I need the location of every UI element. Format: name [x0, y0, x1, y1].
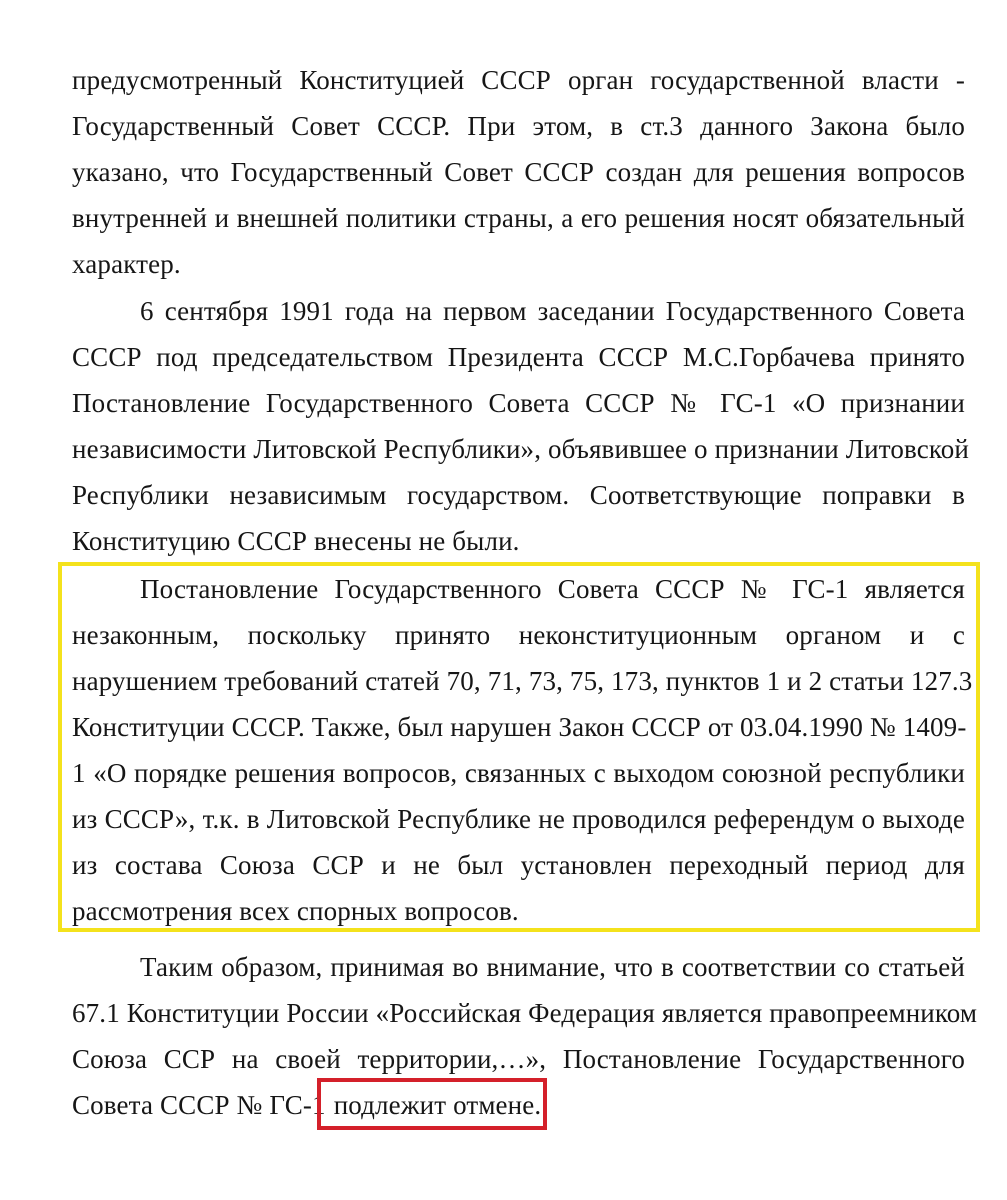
- paragraph-1-line-2: Государственный Совет СССР. При этом, в ст.3 данного Закона было: [72, 111, 965, 141]
- paragraph-1-line-5: характер.: [72, 249, 181, 279]
- paragraph-1-line-4: внутренней и внешней политики страны, а его решения носят обязательный: [72, 203, 965, 233]
- paragraph-2-line-3: Постановление Государственного Совета СССР № ГС-1 «О признании: [72, 388, 965, 418]
- paragraph-4-line-3: Союза ССР на своей территории,…», Постановление Государственного: [72, 1044, 965, 1074]
- paragraph-2-line-6: Конституцию СССР внесены не были.: [72, 526, 520, 556]
- paragraph-4-line-2: 67.1 Конституции России «Российская Федерация является правопреемником: [72, 998, 978, 1028]
- paragraph-3-line-7: из состава Союза ССР и не был установлен переходный период для: [72, 850, 965, 880]
- paragraph-3-line-6: из СССР», т.к. в Литовской Республике не проводился референдум о выходе: [72, 804, 965, 834]
- paragraph-1-line-3: указано, что Государственный Совет СССР создан для решения вопросов: [72, 157, 965, 187]
- paragraph-2-line-4: независимости Литовской Республики», объявившее о признании Литовской: [72, 434, 970, 464]
- paragraph-4-last-line-prefix: Совета СССР № ГС-1: [72, 1090, 326, 1120]
- red-emphasis-frame: [317, 1078, 547, 1130]
- paragraph-2-line-5: Республики независимым государством. Соответствующие поправки в: [72, 480, 965, 510]
- paragraph-3-line-5: 1 «О порядке решения вопросов, связанных с выходом союзной республики: [72, 758, 965, 788]
- paragraph-2-line-2: СССР под председательством Президента СССР М.С.Горбачева принято: [72, 342, 965, 372]
- paragraph-2-line-1: 6 сентября 1991 года на первом заседании Государственного Совета: [140, 296, 965, 326]
- paragraph-3-line-1: Постановление Государственного Совета СССР № ГС-1 является: [140, 574, 965, 604]
- paragraph-1-line-1: предусмотренный Конституцией СССР орган государственной власти -: [72, 65, 965, 95]
- emphasized-phrase: подлежит отмене.: [333, 1090, 542, 1120]
- paragraph-3-line-8: рассмотрения всех спорных вопросов.: [72, 896, 519, 926]
- paragraph-4-line-1: Таким образом, принимая во внимание, что в соответствии со статьей: [140, 952, 965, 982]
- paragraph-3-line-3: нарушением требований статей 70, 71, 73, 75, 173, пунктов 1 и 2 статьи 127.3: [72, 666, 973, 696]
- paragraph-3-line-4: Конституции СССР. Также, был нарушен Закон СССР от 03.04.1990 № 1409-: [72, 712, 967, 742]
- paragraph-3-line-2: незаконным, поскольку принято неконституционным органом и с: [72, 620, 965, 650]
